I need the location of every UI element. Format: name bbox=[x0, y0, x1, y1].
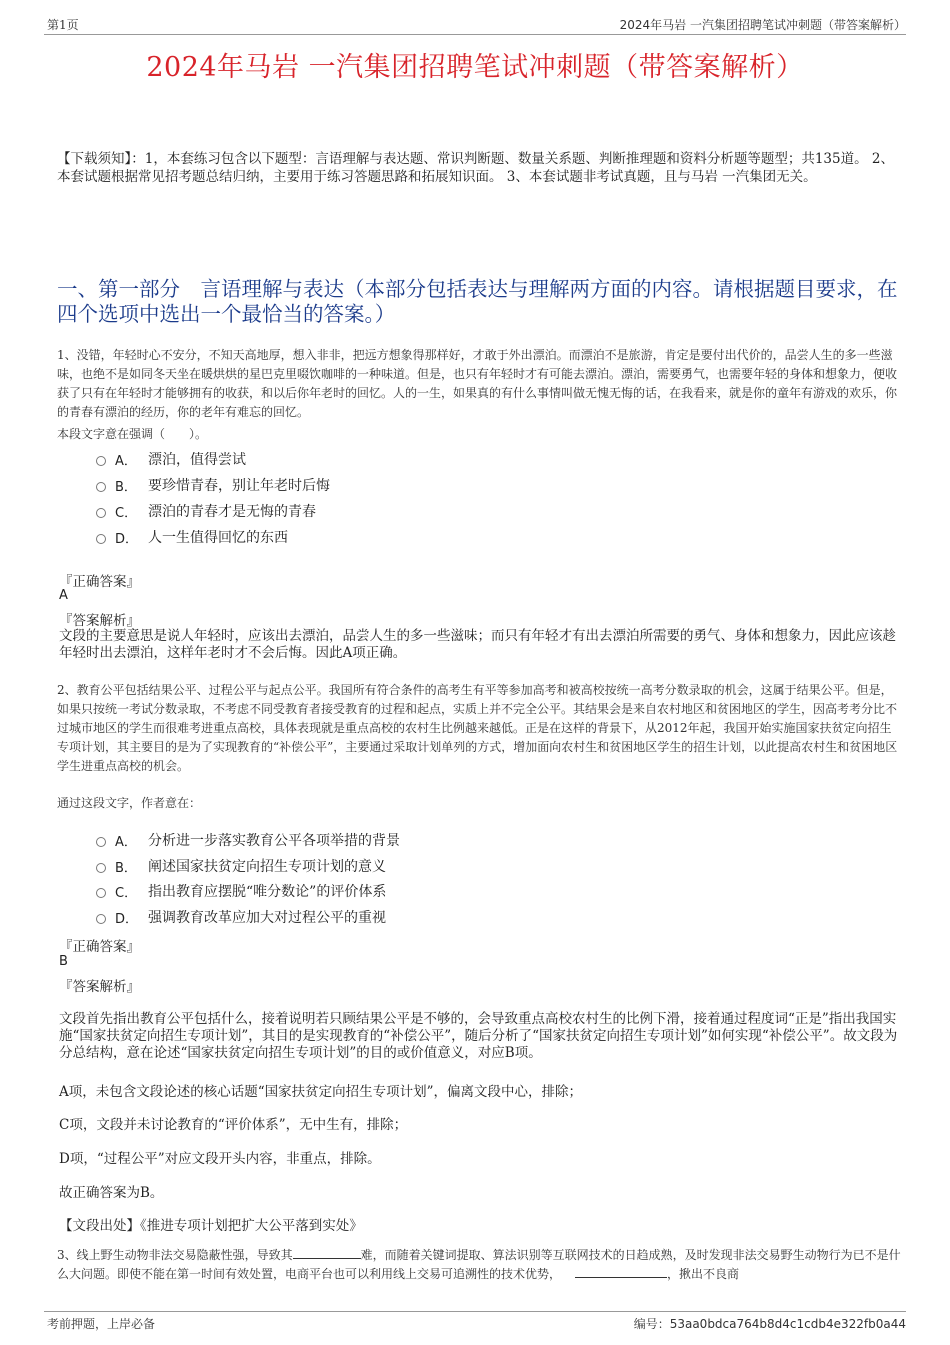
question-2-analysis: 文段首先指出教育公平包括什么，接着说明若只顾结果公平是不够的，会导致重点高校农村生的比例下滑，接着通过程度词“正是”指出我国实施“国家扶贫定向招生专项计划”，其目的是实现教育的“补偿公平”，随后分析了“国家扶贫定向招生专项计划”如何实现“补偿公平”。故文段为分总结构，意在论述“国家扶贫定向招生专项计划”的目的或价值意义，对应B项。 bbox=[59, 1011, 898, 1061]
question-2-analysis-line-c: C项，文段并未讨论教育的“评价体系”，无中生有，排除； bbox=[59, 1117, 408, 1133]
option-letter: C． bbox=[115, 505, 138, 521]
question-2-answer: B bbox=[59, 954, 68, 969]
option-letter: A． bbox=[115, 453, 137, 469]
question-1-option-a[interactable] bbox=[96, 449, 246, 469]
question-2-source: 【文段出处】《推进专项计划把扩大公平落到实处》 bbox=[59, 1218, 363, 1234]
radio-icon[interactable] bbox=[96, 508, 106, 518]
fill-blank-1[interactable] bbox=[293, 1246, 361, 1259]
option-text: 人一生值得回忆的东西 bbox=[148, 530, 288, 546]
question-1-prompt: 本段文字意在强调（ ）。 bbox=[57, 427, 208, 441]
question-2-option-c[interactable] bbox=[96, 881, 386, 901]
question-2-answer-label: 『正确答案』 bbox=[59, 939, 140, 955]
question-1-option-b[interactable] bbox=[96, 475, 330, 495]
option-text: 漂泊的青春才是无悔的青春 bbox=[148, 504, 316, 520]
option-letter: B． bbox=[115, 479, 137, 495]
radio-icon[interactable] bbox=[96, 456, 106, 466]
option-letter: B． bbox=[115, 860, 137, 876]
footer-code-label: 编号： bbox=[633, 1317, 670, 1331]
question-2-analysis-label: 『答案解析』 bbox=[59, 979, 140, 995]
option-text: 分析进一步落实教育公平各项举措的背景 bbox=[148, 833, 400, 849]
option-letter: C． bbox=[115, 885, 138, 901]
question-1-option-d[interactable] bbox=[96, 527, 288, 547]
option-letter: D． bbox=[115, 531, 139, 547]
radio-icon[interactable] bbox=[96, 863, 106, 873]
option-text: 漂泊，值得尝试 bbox=[148, 452, 246, 468]
radio-icon[interactable] bbox=[96, 888, 106, 898]
question-2-stem: 2、教育公平包括结果公平、过程公平与起点公平。我国所有符合条件的高考生有平等参加高考和被高校按统一高考分数录取的机会，这属于结果公平。但是，如果只按统一考试分数录取，不考虑不同受教育者接受教育的过程和起点，实质上并不完全公平。其结果会是来自农村地区和贫困地区的学生，因高考考分比不过城市地区的学生而很难考进重点高校，具体表现就是重点高校的农村生比例越来越低。正是在这样的背景下，从2012年起，我国开始实施国家扶贫定向招生专项计划，其主要目的是为了实现教育的“补偿公平”，主要通过采取计划单列的方式，增加面向农村生和贫困地区学生的招生计划，以此提高农村生和贫困地区学生进重点高校的机会。 bbox=[57, 683, 898, 773]
question-2-option-a[interactable] bbox=[96, 830, 400, 850]
fill-blank-2[interactable] bbox=[575, 1265, 667, 1278]
download-notice: 【下载须知】：1，本套练习包含以下题型：言语理解与表达题、常识判断题、数量关系题、判断推理题和资料分析题等题型；共135道。 2、本套试题根据常见招考题总结归纳，主要用于练习答题思路和拓展知识面。 3、本套试题非考试真题，且与马岩 一汽集团无关。 bbox=[57, 151, 894, 185]
option-letter: D． bbox=[115, 911, 139, 927]
question-2-option-d[interactable] bbox=[96, 907, 386, 927]
question-1-answer-label: 『正确答案』 bbox=[59, 574, 140, 590]
question-3-stem-part1: 3、线上野生动物非法交易隐蔽性强，导致其 bbox=[57, 1248, 293, 1262]
radio-icon[interactable] bbox=[96, 534, 106, 544]
question-1-analysis-label: 『答案解析』 bbox=[59, 613, 140, 629]
radio-icon[interactable] bbox=[96, 482, 106, 492]
radio-icon[interactable] bbox=[96, 914, 106, 924]
question-2-prompt: 通过这段文字，作者意在： bbox=[57, 796, 202, 810]
footer-divider bbox=[44, 1311, 906, 1312]
question-2-conclusion: 故正确答案为B。 bbox=[59, 1185, 164, 1201]
question-2-analysis-line-a: A项，未包含文段论述的核心话题“国家扶贫定向招生专项计划”，偏离文段中心，排除； bbox=[59, 1084, 583, 1100]
question-2-analysis-line-d: D项，“过程公平”对应文段开头内容，非重点，排除。 bbox=[59, 1151, 381, 1167]
section-heading: 一、第一部分 言语理解与表达（本部分包括表达与理解两方面的内容。请根据题目要求，在四个选项中选出一个最恰当的答案。） bbox=[57, 277, 898, 326]
question-3-stem-part2: 难，而随着关键词提取、算法识别等互联网技术的日趋成熟，及时发现非法交易野生动物行为已不是什么大问题。即使不能在第一时间有效处置，电商平台也可以利用线上交易可追溯性的技术优势， bbox=[57, 1248, 901, 1281]
question-1-stem: 1、没错，年轻时心不安分，不知天高地厚，想入非非，把远方想象得那样好，才敢于外出漂泊。而漂泊不是旅游，肯定是要付出代价的，品尝人生的多一些滋味，也绝不是如同冬天坐在暖烘烘的星巴克里啜饮咖啡的一种味道。但是，也只有年轻时才有可能去漂泊。漂泊，需要勇气，也需要年轻的身体和想象力，便收获了只有在年轻时才能够拥有的收获，和以后你年老时的回忆。人的一生，如果真的有什么事情叫做无愧无悔的话，在我看来，就是你的童年有游戏的欢乐，你的青春有漂泊的经历，你的老年有难忘的回忆。 bbox=[57, 348, 898, 419]
footer-slogan: 考前押题，上岸必备 bbox=[47, 1317, 156, 1331]
option-text: 强调教育改革应加大对过程公平的重视 bbox=[148, 910, 386, 926]
question-1-answer: A bbox=[59, 588, 68, 603]
header-doc-title: 2024年马岩 一汽集团招聘笔试冲刺题（带答案解析） bbox=[619, 18, 906, 32]
question-3-stem bbox=[57, 1246, 902, 1284]
footer-code bbox=[634, 1315, 906, 1332]
header-divider bbox=[44, 34, 906, 35]
question-1-option-c[interactable] bbox=[96, 501, 316, 521]
document-title: 2024年马岩 一汽集团招聘笔试冲刺题（带答案解析） bbox=[146, 52, 804, 83]
question-2-option-b[interactable] bbox=[96, 856, 386, 876]
option-text: 要珍惜青春，别让年老时后悔 bbox=[148, 478, 330, 494]
option-letter: A． bbox=[115, 834, 137, 850]
page-number: 第1页 bbox=[47, 18, 79, 32]
option-text: 阐述国家扶贫定向招生专项计划的意义 bbox=[148, 859, 386, 875]
question-3-stem-part3: ，揪出不良商 bbox=[667, 1267, 740, 1281]
question-1-analysis: 文段的主要意思是说人年轻时，应该出去漂泊，品尝人生的多一些滋味；而只有年轻才有出去漂泊所需要的勇气、身体和想象力，因此应该趁年轻时出去漂泊，这样年老时才不会后悔。因此A项正确。 bbox=[59, 628, 896, 661]
option-text: 指出教育应摆脱“唯分数论”的评价体系 bbox=[148, 884, 387, 900]
radio-icon[interactable] bbox=[96, 837, 106, 847]
footer-code-value: 53aa0bdca764b8d4c1cdb4e322fb0a44 bbox=[669, 1317, 906, 1331]
